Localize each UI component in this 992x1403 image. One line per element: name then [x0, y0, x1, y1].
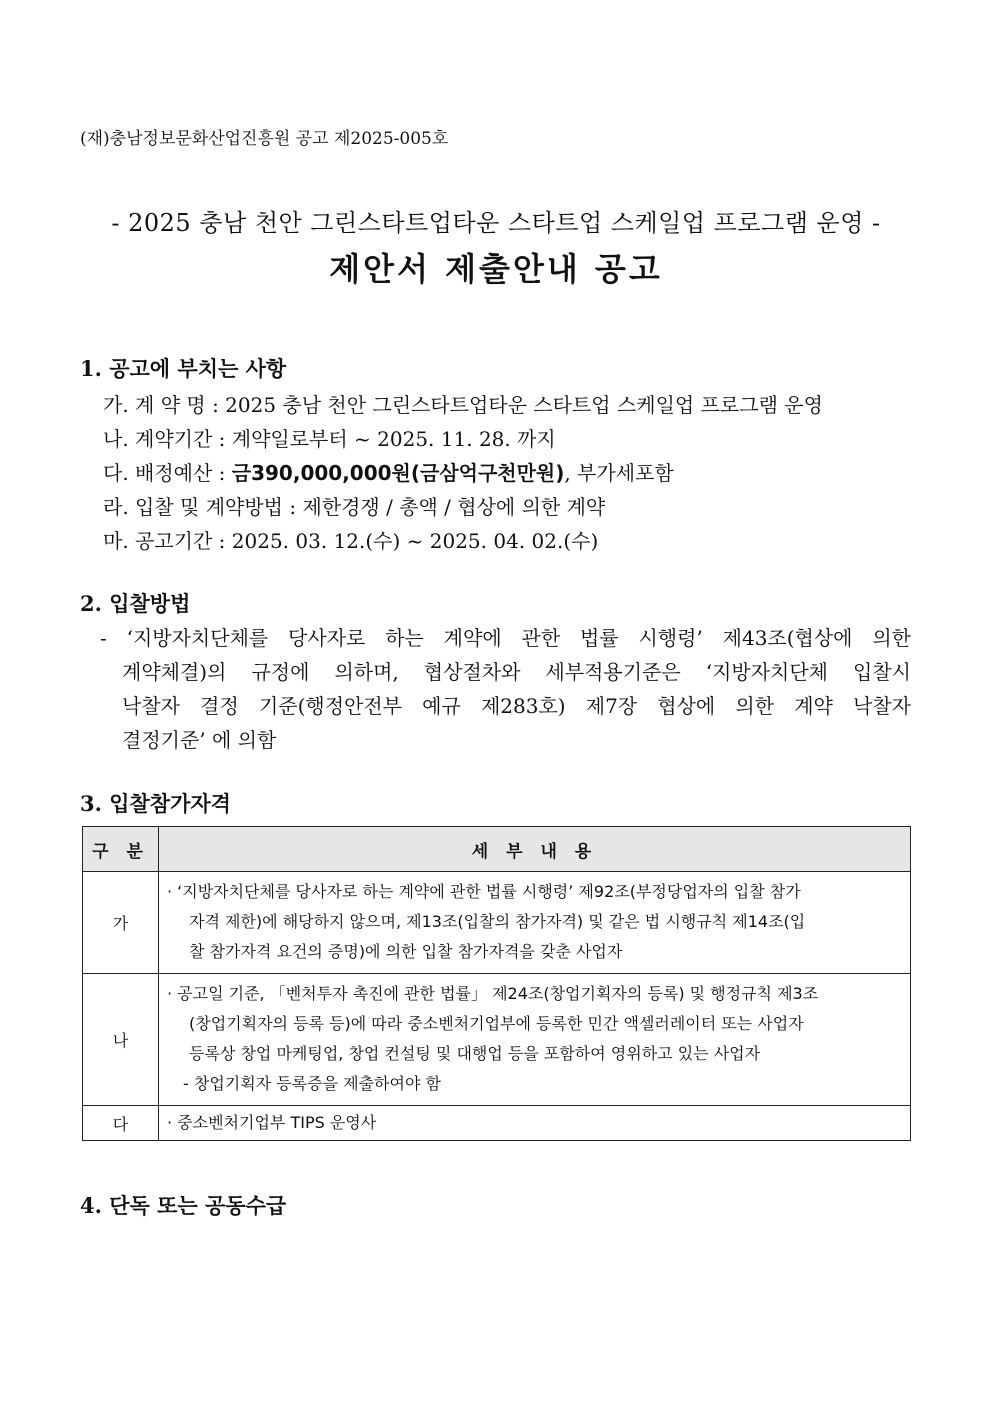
section-2-heading: 2. 입찰방법 — [80, 591, 191, 616]
detail-line: (창업기획자의 등록 등)에 따라 중소벤처기업부에 등록한 민간 액셀러레이터 또는 사업자 — [189, 1014, 804, 1033]
budget-item — [103, 457, 674, 486]
detail-line: · 공고일 기준, 「벤처투자 촉진에 관한 법률」 제24조(창업기획자의 등록) 및 행정규칙 제3조 — [167, 984, 819, 1003]
row-details — [159, 1106, 911, 1141]
table-row — [83, 1106, 911, 1141]
detail-line: 등록상 창업 마케팅업, 창업 컨설팅 및 대행업 등을 포함하여 영위하고 있는 사업자 — [189, 1044, 761, 1063]
bid-method-line-1: - ‘지방자치단체를 당사자로 하는 계약에 관한 법률 시행령’ 제43조(협상에 의한 — [100, 626, 911, 650]
contract-name-item: 가. 계 약 명 : 2025 충남 천안 그린스타트업타운 스타트업 스케일업 프로그램 운영 — [103, 393, 823, 417]
row-category: 나 — [83, 974, 159, 1106]
bid-method-line-2: 계약체결)의 규정에 의하며, 협상절차와 세부적용기준은 ‘지방자치단체 입찰시 — [122, 660, 911, 684]
row-details — [159, 872, 911, 974]
budget-label: 다. 배정예산 : — [103, 461, 232, 485]
row-category: 가 — [83, 872, 159, 974]
detail-line: - 창업기획자 등록증을 제출하여야 함 — [183, 1074, 441, 1093]
document-subtitle: - 2025 충남 천안 그린스타트업타운 스타트업 스케일업 프로그램 운영 - — [111, 209, 881, 237]
section-3-heading: 3. 입찰참가자격 — [80, 791, 231, 816]
budget-suffix: , 부가세포함 — [564, 461, 674, 485]
column-header-details: 세 부 내 용 — [159, 827, 911, 872]
qualification-table — [82, 826, 911, 1141]
table-row — [83, 974, 911, 1106]
document-title: 제안서 제출안내 공고 — [329, 250, 663, 288]
row-category: 다 — [83, 1106, 159, 1141]
bid-method-line-3: 낙찰자 결정 기준(행정안전부 예규 제283호) 제7장 협상에 의한 계약 낙찰자 — [122, 694, 911, 718]
table-row — [83, 872, 911, 974]
bid-method-line-4: 결정기준’ 에 의함 — [122, 728, 277, 752]
section-1-heading: 1. 공고에 부치는 사항 — [80, 356, 287, 381]
detail-line: · 중소벤처기업부 TIPS 운영사 — [167, 1113, 377, 1132]
column-header-category: 구 분 — [83, 827, 159, 872]
bid-method-item: 라. 입찰 및 계약방법 : 제한경쟁 / 총액 / 협상에 의한 계약 — [103, 495, 606, 519]
section-4-heading: 4. 단독 또는 공동수급 — [80, 1193, 287, 1218]
detail-line: 자격 제한)에 해당하지 않으며, 제13조(입찰의 참가자격) 및 같은 법 시행규칙 제14조(입 — [189, 912, 806, 931]
table-header-row — [83, 827, 911, 872]
row-details — [159, 974, 911, 1106]
detail-line: 찰 참가자격 요건의 증명)에 의한 입찰 참가자격을 갖춘 사업자 — [189, 942, 623, 961]
notice-number: (재)충남정보문화산업진흥원 공고 제2025-005호 — [80, 129, 449, 149]
detail-line: · ‘지방자치단체를 당사자로 하는 계약에 관한 법률 시행령’ 제92조(부정당업자의 입찰 참가 — [167, 882, 801, 901]
contract-period-item: 나. 계약기간 : 계약일로부터 ~ 2025. 11. 28. 까지 — [103, 427, 556, 451]
notice-period-item: 마. 공고기간 : 2025. 03. 12.(수) ~ 2025. 04. 02.(수) — [103, 529, 599, 553]
budget-amount: 금390,000,000원(금삼억구천만원) — [231, 461, 565, 485]
